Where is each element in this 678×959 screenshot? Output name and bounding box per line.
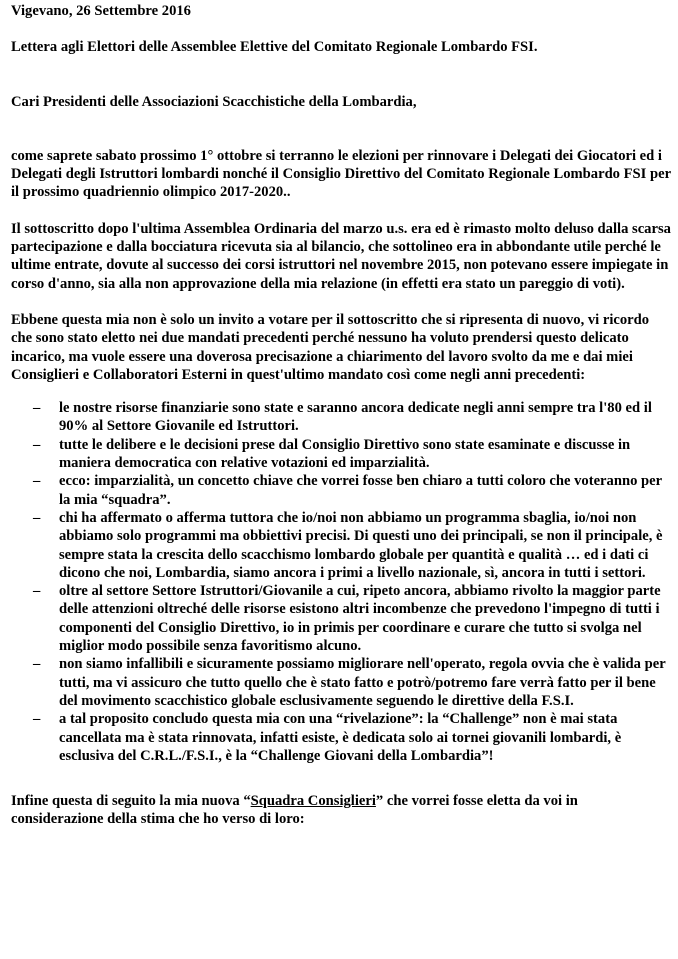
list-item-text: oltre al settore Settore Istruttori/Giovanile a cui, ripeto ancora, abbiamo rivolto la maggior parte delle attenzioni oltreché delle risorse esistono altri incombenze che prevedono l'impegno di tutti i componenti del Consiglio Direttivo, io in primis per coordinare e curare che tutto si svolga nel miglior modo possibile senza favoritismo alcuno.: [59, 583, 661, 655]
bullet-marker: –: [33, 711, 41, 728]
closing-paragraph: [11, 792, 673, 829]
closing-text-before: Infine questa di seguito la mia nuova “: [11, 793, 251, 810]
squadra-consiglieri-link: Squadra Consiglieri: [250, 793, 376, 810]
letter-page: [11, 2, 673, 829]
list-item-text: chi ha affermato o afferma tuttora che io/noi non abbiamo un programma sbaglia, io/noi non abbiamo solo programmi ma obbiettivi precisi. Di questi uno dei principali, se non il principale, è sempre stata la crescita dello scacchismo lombardo globale per quantità e qualità … ed i dati ci dicono che noi, Lombardia, siamo ancora i primi a livello nazionale, sì, ancora in tutti i settori.: [59, 509, 663, 581]
date-line: Vigevano, 26 Settembre 2016: [11, 3, 191, 19]
paragraph-assembly: Il sottoscritto dopo l'ultima Assemblea Ordinaria del marzo u.s. era ed è rimasto molto deluso dalla scarsa partecipazione e dalla bocciatura ricevuta sia al bilancio, che sottolineo era in abbondante utile perché le ultime entrate, dovute al successo dei corsi istruttori nel novembre 2015, non potevano essere impiegate in corso d'anno, sia alla non approvazione della mia relazione (in effetti era stato un pareggio di voti).: [11, 220, 671, 292]
list-item-text: ecco: imparzialità, un concetto chiave che vorrei fosse ben chiaro a tutti coloro che voteranno per la mia “squadra”.: [59, 473, 662, 508]
bullet-marker: –: [33, 436, 41, 453]
greeting: Cari Presidenti delle Associazioni Scacchistiche della Lombardia,: [11, 93, 417, 110]
bullet-list: [11, 399, 673, 765]
list-item-text: le nostre risorse finanziarie sono state e saranno ancora dedicate negli anni sempre tra l'80 ed il 90% al Settore Giovanile ed Istruttori.: [59, 400, 652, 435]
bullet-marker: –: [33, 583, 41, 600]
letter-subject: Lettera agli Elettori delle Assemblee Elettive del Comitato Regionale Lombardo FSI.: [11, 39, 538, 56]
list-item-text: tutte le delibere e le decisioni prese dal Consiglio Direttivo sono state esaminate e discusse in maniera democratica con relative votazioni ed imparzialità.: [59, 436, 631, 472]
list-item: [11, 509, 673, 582]
closing-text-after: ” che vorrei fosse eletta da voi in considerazione della stima che ho verso di loro:: [11, 793, 578, 828]
bullet-marker: –: [33, 509, 41, 526]
bullet-marker: –: [33, 473, 41, 490]
list-item: [11, 436, 673, 473]
list-item-text: non siamo infallibili e sicuramente possiamo migliorare nell'operato, regola ovvia che è valida per tutti, ma vi assicuro che tutto quello che è stato fatto e potrò/potremo fare verrà fatto per il bene del movimento scacchistico globale esclusivamente seguendo le direttive della F.S.I.: [59, 656, 666, 709]
paragraph-elections: come saprete sabato prossimo 1° ottobre si terranno le elezioni per rinnovare i Delegati dei Giocatori ed i Delegati degli Istruttori lombardi nonché il Consiglio Direttivo del Comitato Regionale Lombardo FSI per il prossimo quadriennio olimpico 2017-2020..: [11, 147, 671, 201]
list-item: [11, 472, 673, 509]
paragraph-intro: Ebbene questa mia non è solo un invito a votare per il sottoscritto che si ripresenta di nuovo, vi ricordo che sono stato eletto nei due mandati precedenti perché nessuno ha voluto prendersi questo delicato incarico, ma vuole essere una doverosa precisazione a chiarimento del lavoro svolto da me e dai miei Consiglieri e Collaboratori Esterni in quest'ultimo mandato così come negli anni precedenti:: [11, 311, 650, 383]
list-item-text: a tal proposito concludo questa mia con una “rivelazione”: la “Challenge” non è mai stata cancellata ma è stata rinnovata, infatti esiste, è dedicata solo ai tornei giovanili lombardi, è esclusiva del C.R.L./F.S.I., è la “Challenge Giovani della Lombardia”!: [59, 711, 622, 764]
list-item: [11, 655, 673, 710]
list-item: [11, 582, 673, 655]
list-item: [11, 399, 673, 436]
bullet-marker: –: [33, 400, 41, 417]
bullet-marker: –: [33, 656, 41, 673]
list-item: [11, 710, 673, 765]
